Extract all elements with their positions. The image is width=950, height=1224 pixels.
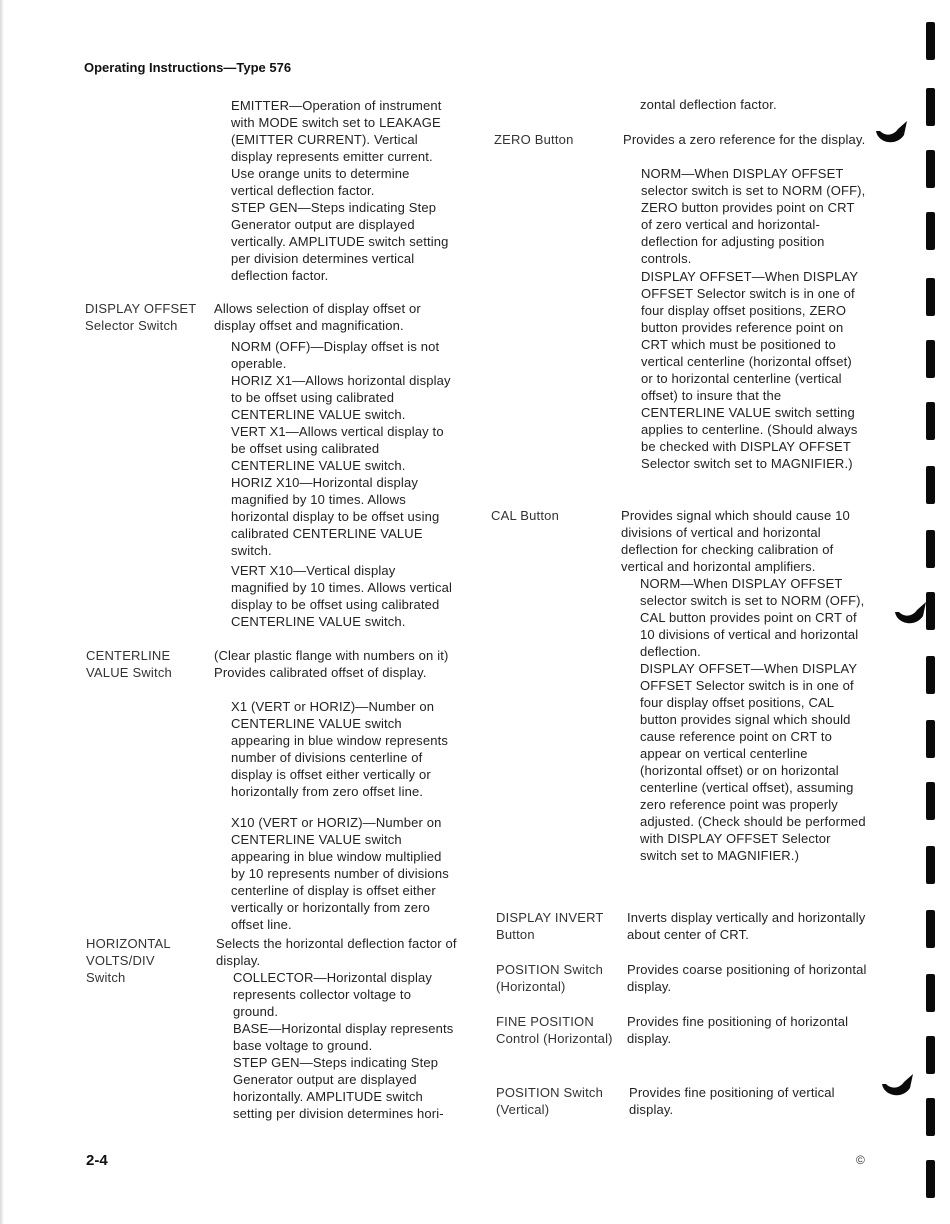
position-vertical-description: Provides fine positioning of vertical display. <box>629 1085 835 1117</box>
display-offset-option-horiz-x10: HORIZ X10—Horizontal display magnified by 10 times. Allows horizontal display to be offset using calibrated CENTERLINE VALUE switch. <box>231 475 440 558</box>
step-gen-vertical-paragraph: STEP GEN—Steps indicating Step Generator output are displayed vertically. AMPLITUDE switch setting per division determines vertical deflection factor. <box>231 200 449 283</box>
continuation-paragraph: zontal deflection factor. <box>640 97 777 112</box>
cal-button-description: Provides signal which should cause 10 divisions of vertical and horizontal deflection for checking calibration of vertical and horizontal amplifiers. <box>621 508 850 574</box>
display-offset-option-norm: NORM (OFF)—Display offset is not operable. <box>231 339 440 371</box>
registration-mark <box>926 150 935 188</box>
position-vertical-label: POSITION Switch (Vertical) <box>496 1085 604 1117</box>
registration-mark <box>926 530 935 568</box>
horizontal-volts-div-description: Selects the horizontal deflection factor of display. <box>216 936 457 968</box>
fine-position-description: Provides fine positioning of horizontal display. <box>627 1014 849 1046</box>
registration-mark <box>926 466 935 504</box>
position-horizontal-description: Provides coarse positioning of horizontal display. <box>627 962 867 994</box>
horizontal-option-collector: COLLECTOR—Horizontal display represents collector voltage to ground. <box>233 970 433 1019</box>
zero-button-description: Provides a zero reference for the display. <box>623 132 866 147</box>
scan-page-edge <box>0 0 4 1224</box>
display-invert-description: Inverts display vertically and horizontally about center of CRT. <box>627 910 866 942</box>
registration-mark <box>926 910 935 948</box>
zero-option-norm: NORM—When DISPLAY OFFSET selector switch is set to NORM (OFF), ZERO button provides point on CRT of zero vertical and horizontal-deflection for adjusting position controls. <box>641 166 866 266</box>
registration-mark <box>926 88 935 126</box>
registration-mark <box>926 1160 935 1198</box>
registration-mark <box>926 402 935 440</box>
horizontal-option-step-gen: STEP GEN—Steps indicating Step Generator output are displayed horizontally. AMPLITUDE switch setting per division determines hori- <box>233 1055 444 1121</box>
display-invert-label: DISPLAY INVERT Button <box>496 910 604 942</box>
registration-mark <box>926 212 935 250</box>
display-offset-label: DISPLAY OFFSET Selector Switch <box>85 301 197 333</box>
registration-mark <box>926 846 935 884</box>
horizontal-option-base: BASE—Horizontal display represents base voltage to ground. <box>233 1021 454 1053</box>
registration-mark <box>926 782 935 820</box>
registration-mark <box>926 974 935 1012</box>
centerline-value-label: CENTERLINE VALUE Switch <box>86 648 172 680</box>
display-offset-option-vert-x1: VERT X1—Allows vertical display to be offset using calibrated CENTERLINE VALUE switch. <box>231 424 444 473</box>
registration-mark <box>926 720 935 758</box>
binder-hook-icon <box>893 598 927 628</box>
registration-mark <box>926 340 935 378</box>
registration-mark <box>926 278 935 316</box>
fine-position-label: FINE POSITION Control (Horizontal) <box>496 1014 613 1046</box>
centerline-value-description: (Clear plastic flange with numbers on it) Provides calibrated offset of display. <box>214 648 449 680</box>
centerline-option-x10: X10 (VERT or HORIZ)—Number on CENTERLINE VALUE switch appearing in blue window multiplied by 10 represents number of divisions centerline of display is offset either vertically or horizontally from zero offset line. <box>231 815 449 932</box>
emitter-paragraph: EMITTER—Operation of instrument with MODE switch set to LEAKAGE (EMITTER CURRENT). Vertical display represents emitter current. Use orange units to determine vertical deflection factor. <box>231 98 442 198</box>
position-horizontal-label: POSITION Switch (Horizontal) <box>496 962 604 994</box>
cal-option-norm: NORM—When DISPLAY OFFSET selector switch is set to NORM (OFF), CAL button provides point on CRT of 10 divisions of vertical and horizontal deflection. <box>640 576 865 659</box>
horizontal-volts-div-label: HORIZONTAL VOLTS/DIV Switch <box>86 936 171 985</box>
display-offset-description: Allows selection of display offset or display offset and magnification. <box>214 301 421 333</box>
registration-mark <box>926 656 935 694</box>
registration-mark <box>926 1036 935 1074</box>
page-number: 2-4 <box>86 1152 108 1169</box>
display-offset-option-horiz-x1: HORIZ X1—Allows horizontal display to be offset using calibrated CENTERLINE VALUE switch. <box>231 373 451 422</box>
display-offset-option-vert-x10: VERT X10—Vertical display magnified by 10 times. Allows vertical display to be offset using calibrated CENTERLINE VALUE switch. <box>231 563 453 629</box>
binder-hook-icon <box>880 1070 914 1100</box>
registration-mark <box>926 592 935 630</box>
cal-option-display-offset: DISPLAY OFFSET—When DISPLAY OFFSET Selector switch is in one of four display offset positions, CAL button provides signal which should cause reference point on CRT to appear on vertical centerline (horizontal offset) or on horizontal centerline (vertical offset), assuming zero reference point was properly adjusted. (Check should be performed with DISPLAY OFFSET Selector switch set to MAGNIFIER.) <box>640 661 866 863</box>
zero-button-label: ZERO Button <box>494 132 574 147</box>
page-header: Operating Instructions—Type 576 <box>84 60 292 75</box>
copyright-symbol: © <box>856 1153 865 1167</box>
cal-button-label: CAL Button <box>491 508 560 523</box>
registration-mark <box>926 22 935 60</box>
zero-option-display-offset: DISPLAY OFFSET—When DISPLAY OFFSET Selector switch is in one of four display offset positions, ZERO button provides reference point on CRT which must be positioned to vertical centerline (horizontal offset) or to horizontal centerline (vertical offset) to insure that the CENTERLINE VALUE switch setting applies to centerline. (Should always be checked with DISPLAY OFFSET Selector switch set to MAGNIFIER.) <box>641 269 858 471</box>
binder-hook-icon <box>874 117 908 147</box>
registration-mark <box>926 1098 935 1136</box>
centerline-option-x1: X1 (VERT or HORIZ)—Number on CENTERLINE VALUE switch appearing in blue window represents number of divisions centerline of display is offset either vertically or horizontally from zero offset line. <box>231 699 448 799</box>
